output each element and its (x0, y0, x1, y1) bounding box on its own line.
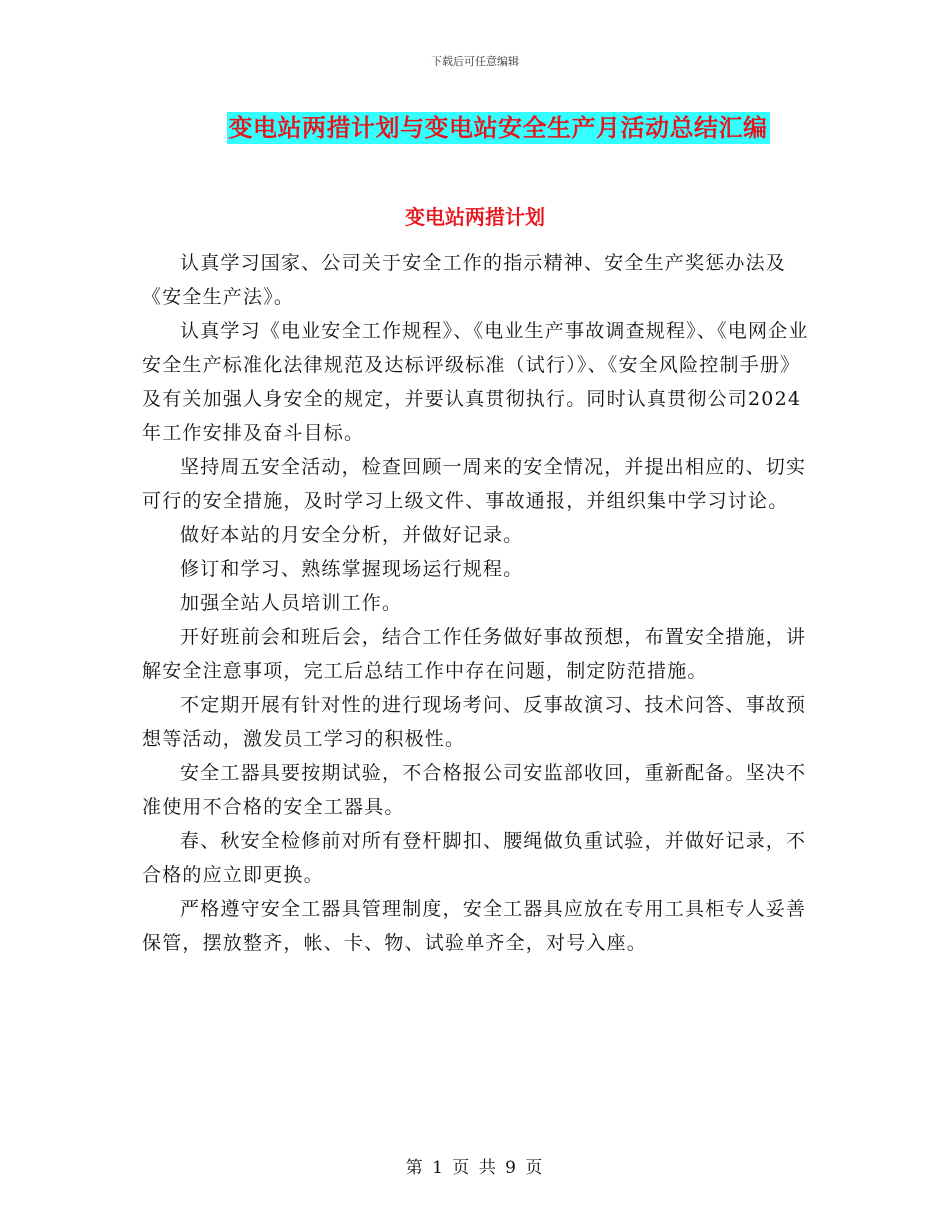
document-body (142, 246, 810, 960)
paragraph: 严格遵守安全工器具管理制度，安全工器具应放在专用工具柜专人妥善保管，摆放整齐，帐、卡、物、试验单齐全，对号入座。 (142, 898, 807, 954)
paragraph: 修订和学习、熟练掌握现场运行规程。 (180, 558, 524, 580)
page-number-footer: 第 1 页 共 9 页 (405, 1158, 545, 1178)
paragraph: 开好班前会和班后会，结合工作任务做好事故预想，布置安全措施，讲解安全注意事项，完工后总结工作中存在问题，制定防范措施。 (142, 626, 807, 682)
document-title: 变电站两措计划与变电站安全生产月活动总结汇编 (228, 113, 768, 142)
paragraph: 坚持周五安全活动，检查回顾一周来的安全情况，并提出相应的、切实可行的安全措施，及时学习上级文件、事故通报，并组织集中学习讨论。 (142, 456, 807, 512)
section-title: 变电站两措计划 (405, 205, 545, 229)
paragraph: 加强全站人员培训工作。 (180, 592, 403, 614)
paragraph: 认真学习《电业安全工作规程》、《电业生产事故调查规程》、《电网企业安全生产标准化法律规范及达标评级标准（试行）》、《安全风险控制手册》及有关加强人身安全的规定，并要认真贯彻执行。同时认真贯彻公司2024年工作安排及奋斗目标。 (142, 320, 809, 444)
main-title-wrap (0, 112, 950, 144)
paragraph: 春、秋安全检修前对所有登杆脚扣、腰绳做负重试验，并做好记录，不合格的应立即更换。 (142, 830, 807, 886)
paragraph: 认真学习国家、公司关于安全工作的指示精神、安全生产奖惩办法及《安全生产法》。 (142, 252, 787, 308)
paragraph: 做好本站的月安全分析，并做好记录。 (180, 524, 524, 546)
paragraph: 不定期开展有针对性的进行现场考问、反事故演习、技术问答、事故预想等活动，激发员工学习的积极性。 (142, 694, 807, 750)
paragraph: 安全工器具要按期试验，不合格报公司安监部收回，重新配备。坚决不准使用不合格的安全工器具。 (142, 762, 807, 818)
header-note: 下载后可任意编辑 (431, 55, 519, 68)
